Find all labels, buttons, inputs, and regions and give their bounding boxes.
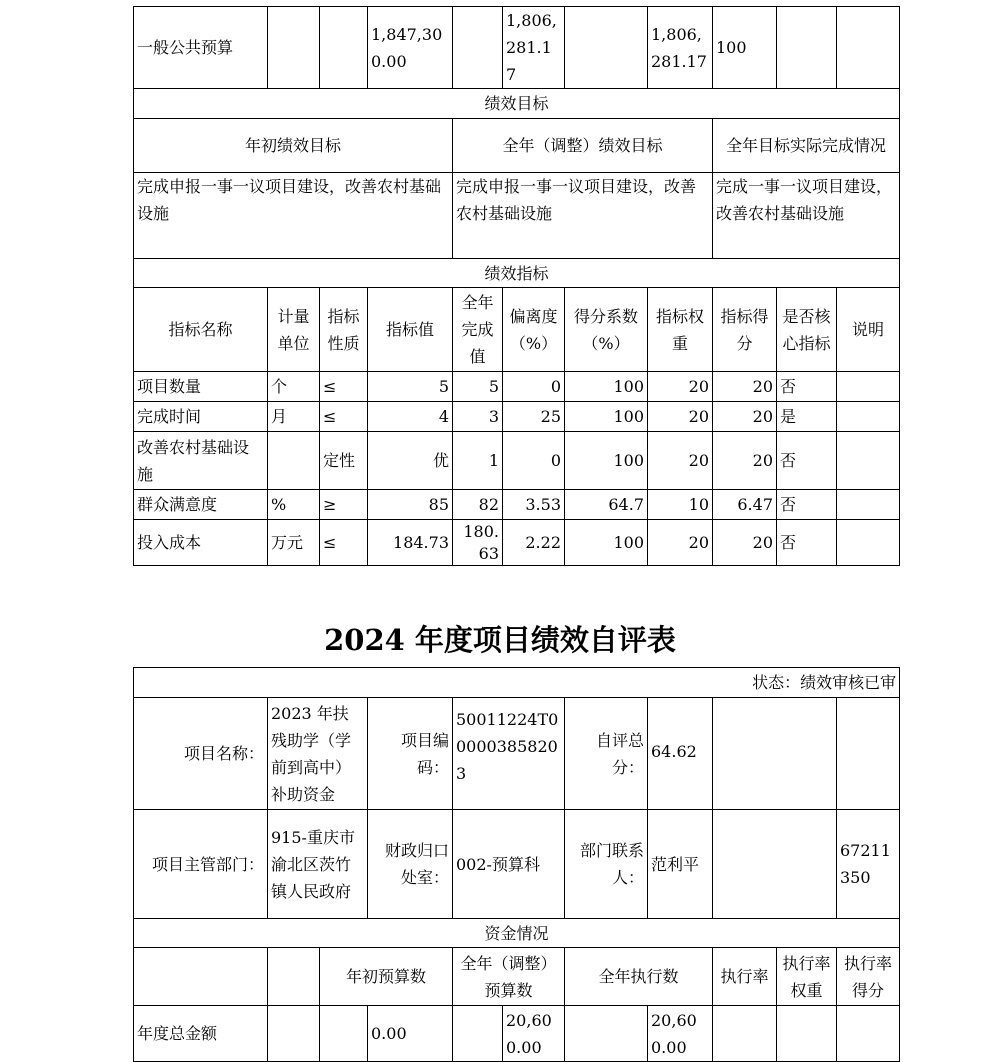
budget-source-label: 一般公共预算 xyxy=(134,7,268,89)
indicator-deviation: 2.22 xyxy=(503,520,565,566)
indicator-deviation: 3.53 xyxy=(503,490,565,520)
indicator-unit: 月 xyxy=(268,402,320,432)
indicator-core: 是 xyxy=(777,402,837,432)
budget-performance-table-top xyxy=(133,6,900,566)
funds-section-header: 资金情况 xyxy=(134,919,900,948)
col-score: 指标得分 xyxy=(713,288,777,372)
funds-col-adjusted: 全年（调整）预算数 xyxy=(453,948,565,1006)
total-adjusted-value: 20,600.00 xyxy=(503,1006,565,1062)
project-info-row xyxy=(134,698,900,810)
executed-value: 1,806,281.17 xyxy=(648,7,713,89)
execution-rate-value: 100 xyxy=(713,7,777,89)
indicator-coef: 100 xyxy=(565,402,648,432)
indicator-name: 项目数量 xyxy=(134,372,268,402)
funds-col-rate-weight: 执行率权重 xyxy=(777,948,837,1006)
goal-actual-text: 完成一事一议项目建设，改善农村基础设施 xyxy=(713,173,900,259)
indicator-actual: 5 xyxy=(453,372,503,402)
goal-initial-text: 完成申报一事一议项目建设，改善农村基础设施 xyxy=(134,173,453,259)
total-amount-label: 年度总金额 xyxy=(134,1006,268,1062)
indicator-note xyxy=(837,490,900,520)
indicator-deviation: 0 xyxy=(503,432,565,490)
page-title: 2024 年度项目绩效自评表 xyxy=(324,623,676,657)
indicator-nature: ≤ xyxy=(320,520,368,566)
initial-budget-value: 1,847,300.00 xyxy=(368,7,453,89)
table-row xyxy=(134,402,900,432)
indicator-weight: 10 xyxy=(648,490,713,520)
indicator-score: 20 xyxy=(713,432,777,490)
project-code-label: 项目编码： xyxy=(368,698,453,810)
funds-col-rate-score: 执行率得分 xyxy=(837,948,900,1006)
indicator-name: 群众满意度 xyxy=(134,490,268,520)
phone-value: 67211350 xyxy=(837,810,900,919)
table-row xyxy=(134,372,900,402)
table-row xyxy=(134,490,900,520)
total-executed-value: 20,600.00 xyxy=(648,1006,713,1062)
indicator-weight: 20 xyxy=(648,432,713,490)
goal-col-initial: 年初绩效目标 xyxy=(134,119,453,173)
goal-adjusted-text: 完成申报一事一议项目建设，改善农村基础设施 xyxy=(453,173,713,259)
indicator-actual: 180.63 xyxy=(453,520,503,566)
project-self-evaluation-table xyxy=(133,667,900,1062)
col-actual: 全年完成值 xyxy=(453,288,503,372)
indicator-unit: 个 xyxy=(268,372,320,402)
indicator-score: 20 xyxy=(713,372,777,402)
col-weight: 指标权重 xyxy=(648,288,713,372)
indicator-note xyxy=(837,372,900,402)
funds-col-executed: 全年执行数 xyxy=(565,948,713,1006)
indicator-core: 否 xyxy=(777,490,837,520)
project-name-value: 2023 年扶残助学（学前到高中）补助资金 xyxy=(268,698,368,810)
col-core: 是否核心指标 xyxy=(777,288,837,372)
indicator-note xyxy=(837,432,900,490)
indicator-actual: 3 xyxy=(453,402,503,432)
dept-info-row xyxy=(134,810,900,919)
self-score-label: 自评总分： xyxy=(565,698,648,810)
col-indicator-name: 指标名称 xyxy=(134,288,268,372)
indicator-target: 优 xyxy=(368,432,453,490)
col-nature: 指标性质 xyxy=(320,288,368,372)
project-code-value: 50011224T000003858203 xyxy=(453,698,565,810)
finance-value: 002-预算科 xyxy=(453,810,565,919)
project-name-label: 项目名称： xyxy=(134,698,268,810)
finance-label: 财政归口处室： xyxy=(368,810,453,919)
indicator-header-row xyxy=(134,288,900,372)
indicator-deviation: 0 xyxy=(503,372,565,402)
indicator-coef: 100 xyxy=(565,372,648,402)
indicator-weight: 20 xyxy=(648,520,713,566)
goal-header-row xyxy=(134,119,900,173)
status-badge: 状态：绩效审核已审 xyxy=(134,668,900,698)
table-row xyxy=(134,432,900,490)
indicator-actual: 82 xyxy=(453,490,503,520)
indicator-target: 85 xyxy=(368,490,453,520)
budget-row xyxy=(134,7,900,89)
funds-col-rate: 执行率 xyxy=(713,948,777,1006)
indicator-target: 5 xyxy=(368,372,453,402)
indicator-note xyxy=(837,520,900,566)
indicator-note xyxy=(837,402,900,432)
indicator-core: 否 xyxy=(777,520,837,566)
col-coef: 得分系数（%） xyxy=(565,288,648,372)
indicator-score: 20 xyxy=(713,520,777,566)
col-target: 指标值 xyxy=(368,288,453,372)
indicator-weight: 20 xyxy=(648,402,713,432)
indicator-score: 6.47 xyxy=(713,490,777,520)
indicator-name: 改善农村基础设施 xyxy=(134,432,268,490)
goals-section-header: 绩效目标 xyxy=(134,89,900,119)
indicator-coef: 100 xyxy=(565,432,648,490)
indicator-target: 184.73 xyxy=(368,520,453,566)
indicator-name: 投入成本 xyxy=(134,520,268,566)
indicator-core: 否 xyxy=(777,372,837,402)
indicator-unit: 万元 xyxy=(268,520,320,566)
indicators-section-header: 绩效指标 xyxy=(134,259,900,288)
total-initial-value: 0.00 xyxy=(368,1006,453,1062)
indicator-unit xyxy=(268,432,320,490)
dept-value: 915-重庆市渝北区茨竹镇人民政府 xyxy=(268,810,368,919)
contact-label: 部门联系人： xyxy=(565,810,648,919)
dept-label: 项目主管部门： xyxy=(134,810,268,919)
col-deviation: 偏离度（%） xyxy=(503,288,565,372)
goal-col-actual: 全年目标实际完成情况 xyxy=(713,119,900,173)
indicator-nature: ≤ xyxy=(320,402,368,432)
col-unit: 计量单位 xyxy=(268,288,320,372)
indicator-nature: 定性 xyxy=(320,432,368,490)
indicator-nature: ≤ xyxy=(320,372,368,402)
goal-col-adjusted: 全年（调整）绩效目标 xyxy=(453,119,713,173)
indicator-coef: 100 xyxy=(565,520,648,566)
phone-label xyxy=(713,810,837,919)
indicator-nature: ≥ xyxy=(320,490,368,520)
table-row xyxy=(134,1006,900,1062)
indicator-target: 4 xyxy=(368,402,453,432)
col-note: 说明 xyxy=(837,288,900,372)
indicator-actual: 1 xyxy=(453,432,503,490)
indicator-score: 20 xyxy=(713,402,777,432)
indicator-core: 否 xyxy=(777,432,837,490)
indicator-deviation: 25 xyxy=(503,402,565,432)
indicator-weight: 20 xyxy=(648,372,713,402)
table-row xyxy=(134,520,900,566)
adjusted-budget-value: 1,806,281.17 xyxy=(503,7,565,89)
self-score-value: 64.62 xyxy=(648,698,713,810)
funds-header-row xyxy=(134,948,900,1006)
funds-col-initial: 年初预算数 xyxy=(320,948,453,1006)
indicator-unit: % xyxy=(268,490,320,520)
indicator-coef: 64.7 xyxy=(565,490,648,520)
goal-values-row xyxy=(134,173,900,259)
indicator-name: 完成时间 xyxy=(134,402,268,432)
contact-value: 范利平 xyxy=(648,810,713,919)
